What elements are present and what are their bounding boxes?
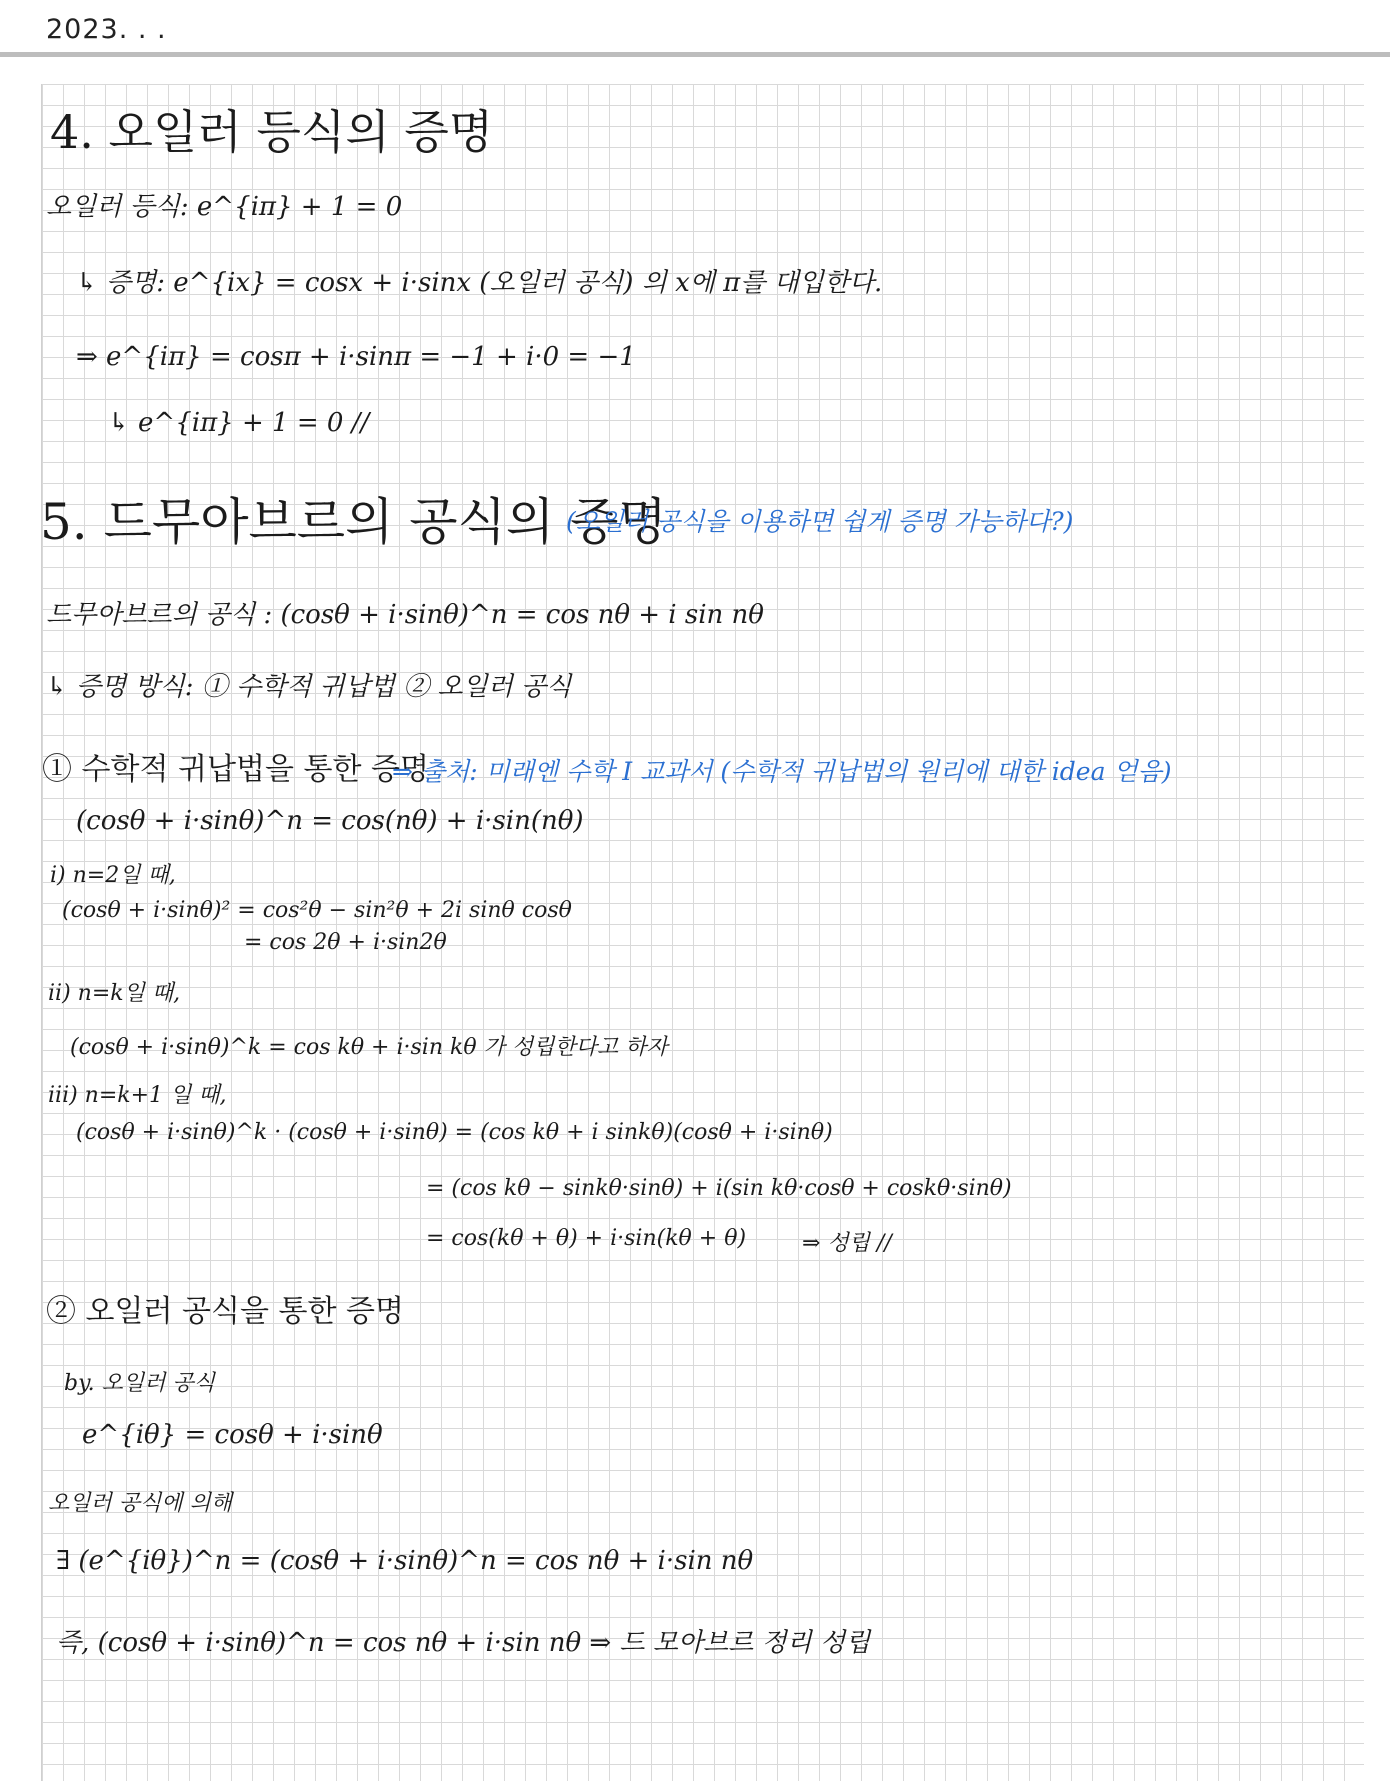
de-moivre-formula-line: 드무아브르의 공식 : (cosθ + i·sinθ)^n = cos nθ + i sin nθ (46, 600, 764, 630)
section-5-title: 5. 드무아브르의 공식의 증명 (40, 493, 667, 551)
case-1-line-a: (cosθ + i·sinθ)² = cos²θ − sin²θ + 2i sinθ cosθ (62, 898, 572, 923)
case-2-label: ii) n=k일 때, (48, 981, 181, 1006)
method-1-title: ① 수학적 귀납법을 통한 증명 (42, 752, 429, 787)
method-1-goal: (cosθ + i·sinθ)^n = cos(nθ) + i·sin(nθ) (76, 806, 584, 836)
euler-proof-line: ↳ 증명: e^{ix} = cosx + i·sinx (오일러 공식) 의 x에 π를 대입한다. (76, 268, 883, 298)
method-2-by-euler: 오일러 공식에 의해 (48, 1491, 233, 1516)
proof-methods-line: ↳ 증명 방식: ① 수학적 귀납법 ② 오일러 공식 (46, 672, 572, 702)
case-3-line-a: (cosθ + i·sinθ)^k · (cosθ + i·sinθ) = (cos kθ + i sinkθ)(cosθ + i·sinθ) (76, 1120, 833, 1145)
euler-identity-line: 오일러 등식: e^{iπ} + 1 = 0 (46, 192, 403, 222)
method-2-step: ∃ (e^{iθ})^n = (cosθ + i·sinθ)^n = cos nθ + i·sin nθ (56, 1546, 754, 1576)
method-2-by: by. 오일러 공식 (64, 1371, 215, 1396)
method-2-euler: e^{iθ} = cosθ + i·sinθ (82, 1420, 383, 1450)
grid-paper (41, 84, 1364, 1781)
date-label: 2023. . . (46, 14, 167, 45)
case-3-label: iii) n=k+1 일 때, (48, 1083, 227, 1108)
case-1-label: i) n=2일 때, (50, 863, 176, 888)
case-3-conclusion: ⇒ 성립 // (802, 1231, 892, 1256)
case-3-line-c: = cos(kθ + θ) + i·sin(kθ + θ) (426, 1226, 747, 1251)
case-2-line-a: (cosθ + i·sinθ)^k = cos kθ + i·sin kθ 가 성립한다고 하자 (70, 1035, 668, 1060)
euler-step-line: ⇒ e^{iπ} = cosπ + i·sinπ = −1 + i·0 = −1 (76, 342, 636, 372)
section-4-title: 4. 오일러 등식의 증명 (50, 105, 494, 159)
method-2-conclusion: 즉, (cosθ + i·sinθ)^n = cos nθ + i·sin nθ ⇒ 드 모아브르 정리 성립 (56, 1628, 871, 1658)
method-2-title: ② 오일러 공식을 통한 증명 (46, 1294, 404, 1329)
euler-result-line: ↳ e^{iπ} + 1 = 0 // (108, 408, 370, 438)
method-1-source: ⇒ 출처: 미래엔 수학 I 교과서 (수학적 귀납법의 원리에 대한 idea 얻음) (392, 757, 1172, 786)
case-3-line-b: = (cos kθ − sinkθ·sinθ) + i(sin kθ·cosθ + coskθ·sinθ) (426, 1176, 1012, 1201)
page-header (0, 0, 1390, 60)
case-1-line-b: = cos 2θ + i·sin2θ (244, 930, 447, 955)
section-5-title-note: (오일러 공식을 이용하면 쉽게 증명 가능하다?) (566, 507, 1074, 536)
header-rule (0, 52, 1390, 57)
